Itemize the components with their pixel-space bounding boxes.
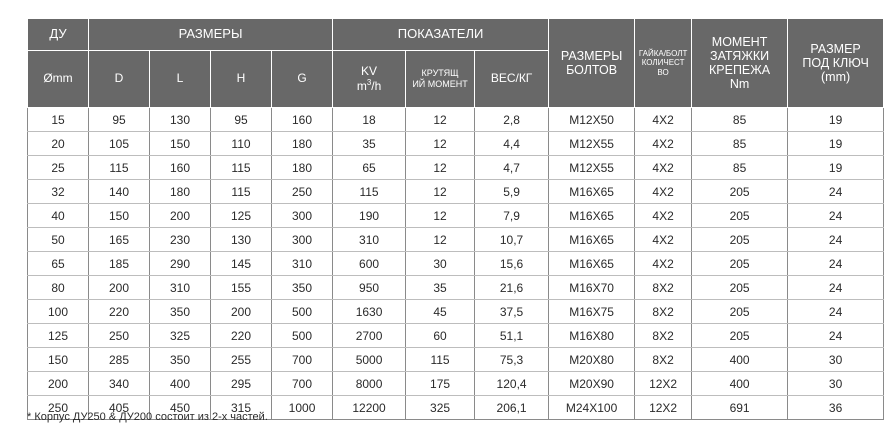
table-cell: 205 [692, 300, 788, 324]
table-cell: 310 [333, 228, 406, 252]
table-cell: 75,3 [475, 348, 549, 372]
table-cell: 250 [28, 396, 89, 420]
table-cell: 37,5 [475, 300, 549, 324]
table-cell: 24 [788, 180, 884, 204]
table-cell: 150 [89, 204, 150, 228]
table-cell: M12X50 [549, 108, 635, 132]
table-cell: M20X90 [549, 372, 635, 396]
table-cell: 35 [333, 132, 406, 156]
table-row [28, 132, 884, 156]
table-cell: 4X2 [635, 228, 692, 252]
header-d: D [89, 51, 150, 108]
table-cell: 12 [406, 156, 475, 180]
table-cell: 95 [89, 108, 150, 132]
table-cell: 115 [211, 180, 272, 204]
table-row [28, 324, 884, 348]
table-cell: 8X2 [635, 276, 692, 300]
header-torque: КРУТЯЩ ИЙ МОМЕНТ [406, 51, 475, 108]
table-cell: 18 [333, 108, 406, 132]
table-cell: M24X100 [549, 396, 635, 420]
table-row [28, 204, 884, 228]
table-cell: M16X80 [549, 324, 635, 348]
table-cell: 200 [28, 372, 89, 396]
table-cell: 8X2 [635, 300, 692, 324]
table-cell: 200 [150, 204, 211, 228]
table-cell: 12 [406, 108, 475, 132]
table-cell: 700 [272, 348, 333, 372]
table-cell: 315 [211, 396, 272, 420]
table-cell: 160 [150, 156, 211, 180]
table-cell: 50 [28, 228, 89, 252]
table-cell: 85 [692, 132, 788, 156]
table-cell: 12 [406, 180, 475, 204]
table-cell: 25 [28, 156, 89, 180]
table-cell: M16X75 [549, 300, 635, 324]
table-cell: 115 [211, 156, 272, 180]
table-cell: 24 [788, 276, 884, 300]
table-cell: 51,1 [475, 324, 549, 348]
header-l: L [150, 51, 211, 108]
table-cell: 5000 [333, 348, 406, 372]
table-cell: 60 [406, 324, 475, 348]
table-cell: 4X2 [635, 108, 692, 132]
table-cell: 350 [272, 276, 333, 300]
table-cell: 100 [28, 300, 89, 324]
table-cell: 350 [150, 300, 211, 324]
table-cell: 125 [28, 324, 89, 348]
table-cell: 35 [406, 276, 475, 300]
table-cell: 325 [150, 324, 211, 348]
table-cell: 24 [788, 300, 884, 324]
table-cell: 205 [692, 324, 788, 348]
table-cell: 350 [150, 348, 211, 372]
table-cell: 95 [211, 108, 272, 132]
table-row [28, 252, 884, 276]
table-cell: 185 [89, 252, 150, 276]
table-row [28, 348, 884, 372]
table-cell: 30 [788, 372, 884, 396]
table-cell: M12X55 [549, 156, 635, 180]
table-cell: 125 [211, 204, 272, 228]
table-cell: 140 [89, 180, 150, 204]
table-cell: 160 [272, 108, 333, 132]
table-cell: 145 [211, 252, 272, 276]
table-cell: 30 [406, 252, 475, 276]
table-cell: 155 [211, 276, 272, 300]
table-row [28, 372, 884, 396]
header-diameter: Ømm [28, 51, 89, 108]
table-cell: 250 [272, 180, 333, 204]
table-cell: 200 [89, 276, 150, 300]
table-cell: M12X55 [549, 132, 635, 156]
table-cell: 4X2 [635, 252, 692, 276]
table-row [28, 108, 884, 132]
table-cell: 400 [692, 372, 788, 396]
table-cell: 8000 [333, 372, 406, 396]
table-cell: 150 [150, 132, 211, 156]
table-row [28, 156, 884, 180]
table-cell: 4X2 [635, 180, 692, 204]
table-cell: M16X65 [549, 180, 635, 204]
table-row [28, 228, 884, 252]
table-cell: 4,7 [475, 156, 549, 180]
table-cell: 24 [788, 228, 884, 252]
table-cell: 110 [211, 132, 272, 156]
table-cell: 500 [272, 324, 333, 348]
table-cell: 220 [89, 300, 150, 324]
table-cell: 10,7 [475, 228, 549, 252]
table-cell: 205 [692, 180, 788, 204]
table-cell: 19 [788, 108, 884, 132]
table-cell: 12 [406, 204, 475, 228]
header-h: H [211, 51, 272, 108]
table-cell: 295 [211, 372, 272, 396]
table-cell: 255 [211, 348, 272, 372]
table-cell: 65 [333, 156, 406, 180]
table-cell: 65 [28, 252, 89, 276]
table-cell: 325 [406, 396, 475, 420]
header-nut-bolt-qty: ГАЙКА/БОЛТ КОЛИЧЕСТ ВО [635, 19, 692, 108]
table-cell: 20 [28, 132, 89, 156]
table-cell: 1630 [333, 300, 406, 324]
table-cell: 12200 [333, 396, 406, 420]
table-cell: 300 [272, 204, 333, 228]
header-du: ДУ [28, 19, 89, 51]
table-cell: 45 [406, 300, 475, 324]
table-cell: M16X65 [549, 252, 635, 276]
table-cell: 150 [28, 348, 89, 372]
header-weight: ВЕС/КГ [475, 51, 549, 108]
table-cell: 290 [150, 252, 211, 276]
spec-table [27, 18, 884, 420]
table-cell: 230 [150, 228, 211, 252]
footnote: * Корпус ДУ250 & ДУ200 состоит из 2-х частей. [27, 411, 268, 423]
table-cell: 80 [28, 276, 89, 300]
table-cell: 400 [692, 348, 788, 372]
table-cell: 205 [692, 276, 788, 300]
table-cell: 115 [89, 156, 150, 180]
table-cell: 450 [150, 396, 211, 420]
table-cell: 40 [28, 204, 89, 228]
table-cell: 105 [89, 132, 150, 156]
table-cell: 85 [692, 108, 788, 132]
table-cell: 12 [406, 132, 475, 156]
header-indicators: ПОКАЗАТЕЛИ [333, 19, 549, 51]
table-cell: 115 [406, 348, 475, 372]
table-cell: 180 [150, 180, 211, 204]
table-cell: 12X2 [635, 372, 692, 396]
table-cell: 700 [272, 372, 333, 396]
table-cell: 400 [150, 372, 211, 396]
table-cell: 2700 [333, 324, 406, 348]
table-cell: 190 [333, 204, 406, 228]
table-cell: 32 [28, 180, 89, 204]
table-cell: 8X2 [635, 324, 692, 348]
table-cell: M16X65 [549, 204, 635, 228]
table-cell: 500 [272, 300, 333, 324]
table-cell: 15,6 [475, 252, 549, 276]
table-row [28, 180, 884, 204]
table-cell: 340 [89, 372, 150, 396]
table-cell: 300 [272, 228, 333, 252]
table-cell: 8X2 [635, 348, 692, 372]
table-cell: 180 [272, 132, 333, 156]
table-cell: 4X2 [635, 156, 692, 180]
table-cell: M16X70 [549, 276, 635, 300]
table-cell: M20X80 [549, 348, 635, 372]
table-cell: 175 [406, 372, 475, 396]
table-row [28, 276, 884, 300]
table-cell: 12 [406, 228, 475, 252]
table-cell: 205 [692, 252, 788, 276]
table-cell: M16X65 [549, 228, 635, 252]
table-cell: 120,4 [475, 372, 549, 396]
header-bolt-sizes: РАЗМЕРЫ БОЛТОВ [549, 19, 635, 108]
table-cell: 7,9 [475, 204, 549, 228]
table-cell: 19 [788, 132, 884, 156]
table-cell: 30 [788, 348, 884, 372]
table-cell: 285 [89, 348, 150, 372]
table-cell: 691 [692, 396, 788, 420]
table-cell: 24 [788, 324, 884, 348]
table-cell: 310 [272, 252, 333, 276]
header-tightening-torque: МОМЕНТ ЗАТЯЖКИ КРЕПЕЖА Nm [692, 19, 788, 108]
table-cell: 5,9 [475, 180, 549, 204]
header-g: G [272, 51, 333, 108]
table-cell: 220 [211, 324, 272, 348]
table-cell: 950 [333, 276, 406, 300]
table-cell: 310 [150, 276, 211, 300]
table-cell: 85 [692, 156, 788, 180]
table-cell: 165 [89, 228, 150, 252]
table-cell: 600 [333, 252, 406, 276]
table-cell: 4,4 [475, 132, 549, 156]
header-wrench-size: РАЗМЕР ПОД КЛЮЧ (mm) [788, 19, 884, 108]
table-cell: 115 [333, 180, 406, 204]
table-cell: 180 [272, 156, 333, 180]
table-cell: 1000 [272, 396, 333, 420]
table-cell: 405 [89, 396, 150, 420]
table-cell: 4X2 [635, 132, 692, 156]
header-kv: KV $m^3/h$ [333, 51, 406, 108]
table-cell: 12X2 [635, 396, 692, 420]
table-body [28, 108, 884, 420]
table-cell: 250 [89, 324, 150, 348]
table-cell: 206,1 [475, 396, 549, 420]
table-cell: 4X2 [635, 204, 692, 228]
table-cell: 205 [692, 228, 788, 252]
table-cell: 21,6 [475, 276, 549, 300]
table-cell: 19 [788, 156, 884, 180]
table-cell: 130 [150, 108, 211, 132]
table-cell: 24 [788, 204, 884, 228]
table-cell: 205 [692, 204, 788, 228]
table-cell: 24 [788, 252, 884, 276]
header-sizes: РАЗМЕРЫ [89, 19, 333, 51]
table-cell: 200 [211, 300, 272, 324]
table-row [28, 300, 884, 324]
table-cell: 36 [788, 396, 884, 420]
table-cell: 130 [211, 228, 272, 252]
table-cell: 2,8 [475, 108, 549, 132]
table-cell: 15 [28, 108, 89, 132]
